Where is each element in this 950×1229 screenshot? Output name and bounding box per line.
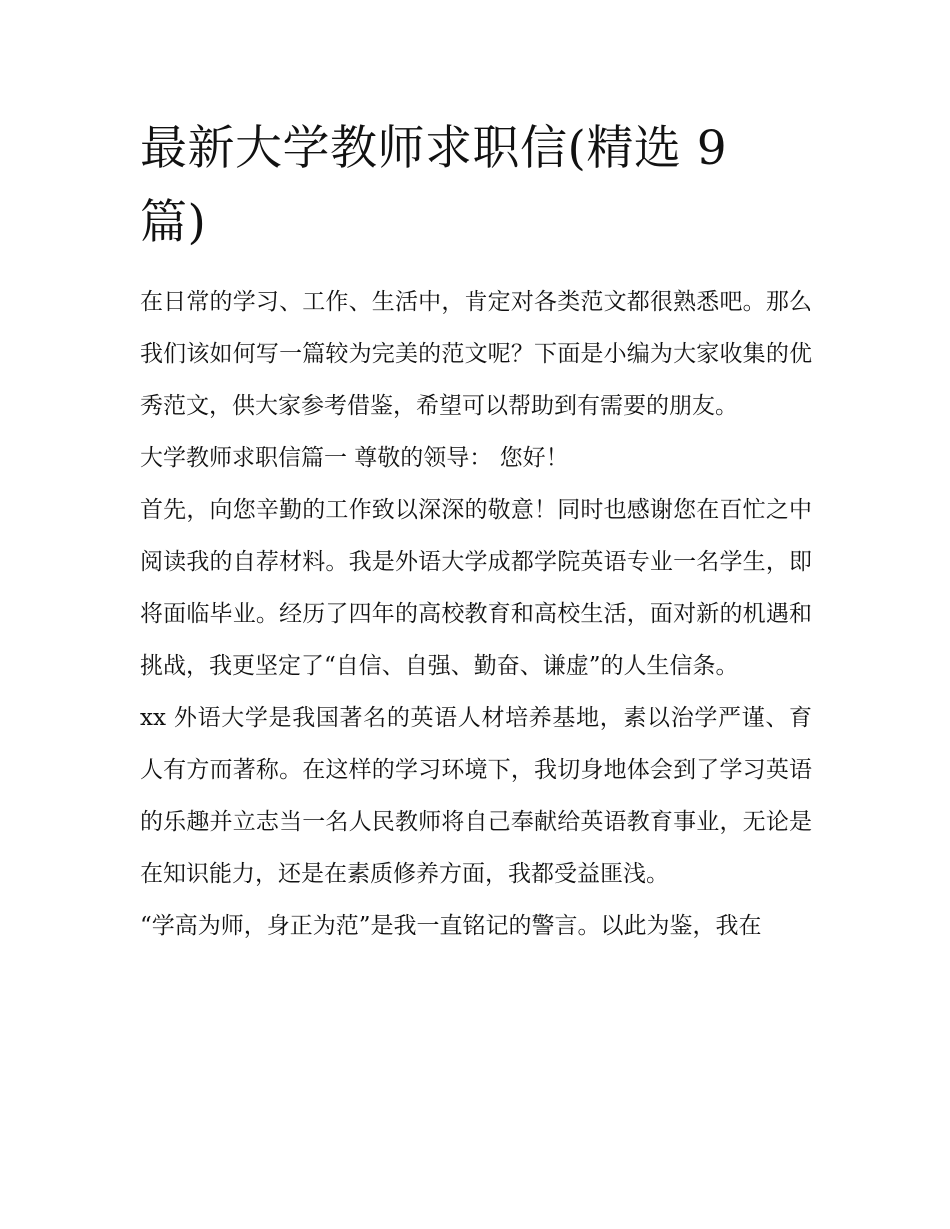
paragraph-motto: “学高为师，身正为范”是我一直铭记的警言。以此为鉴，我在 [140,913,762,939]
document-body [140,276,812,952]
page-title: 最新大学教师求职信(精选 9 篇) [140,121,728,250]
paragraph-university: xx 外语大学是我国著名的英语人材培养基地，素以治学严谨、育人有方而著称。在这样的学习环境下，我切身地体会到了学习英语的乐趣并立志当一名人民教师将自己奉献给英语教育事业，无论是在知识能力，还是在素质修养方面，我都受益匪浅。 [140,705,812,887]
paragraph-intro: 在日常的学习、工作、生活中，肯定对各类范文都很熟悉吧。那么我们该如何写一篇较为完美的范文呢？下面是小编为大家收集的优秀范文，供大家参考借鉴，希望可以帮助到有需要的朋友。 [140,289,812,419]
paragraph-salutation: 大学教师求职信篇一 尊敬的领导： 您好！ [140,445,569,471]
paragraph-greeting: 首先，向您辛勤的工作致以深深的敬意！同时也感谢您在百忙之中阅读我的自荐材料。我是外语大学成都学院英语专业一名学生，即将面临毕业。经历了四年的高校教育和高校生活，面对新的机遇和挑战，我更坚定了“自信、自强、勤奋、谦虚”的人生信条。 [140,497,812,679]
